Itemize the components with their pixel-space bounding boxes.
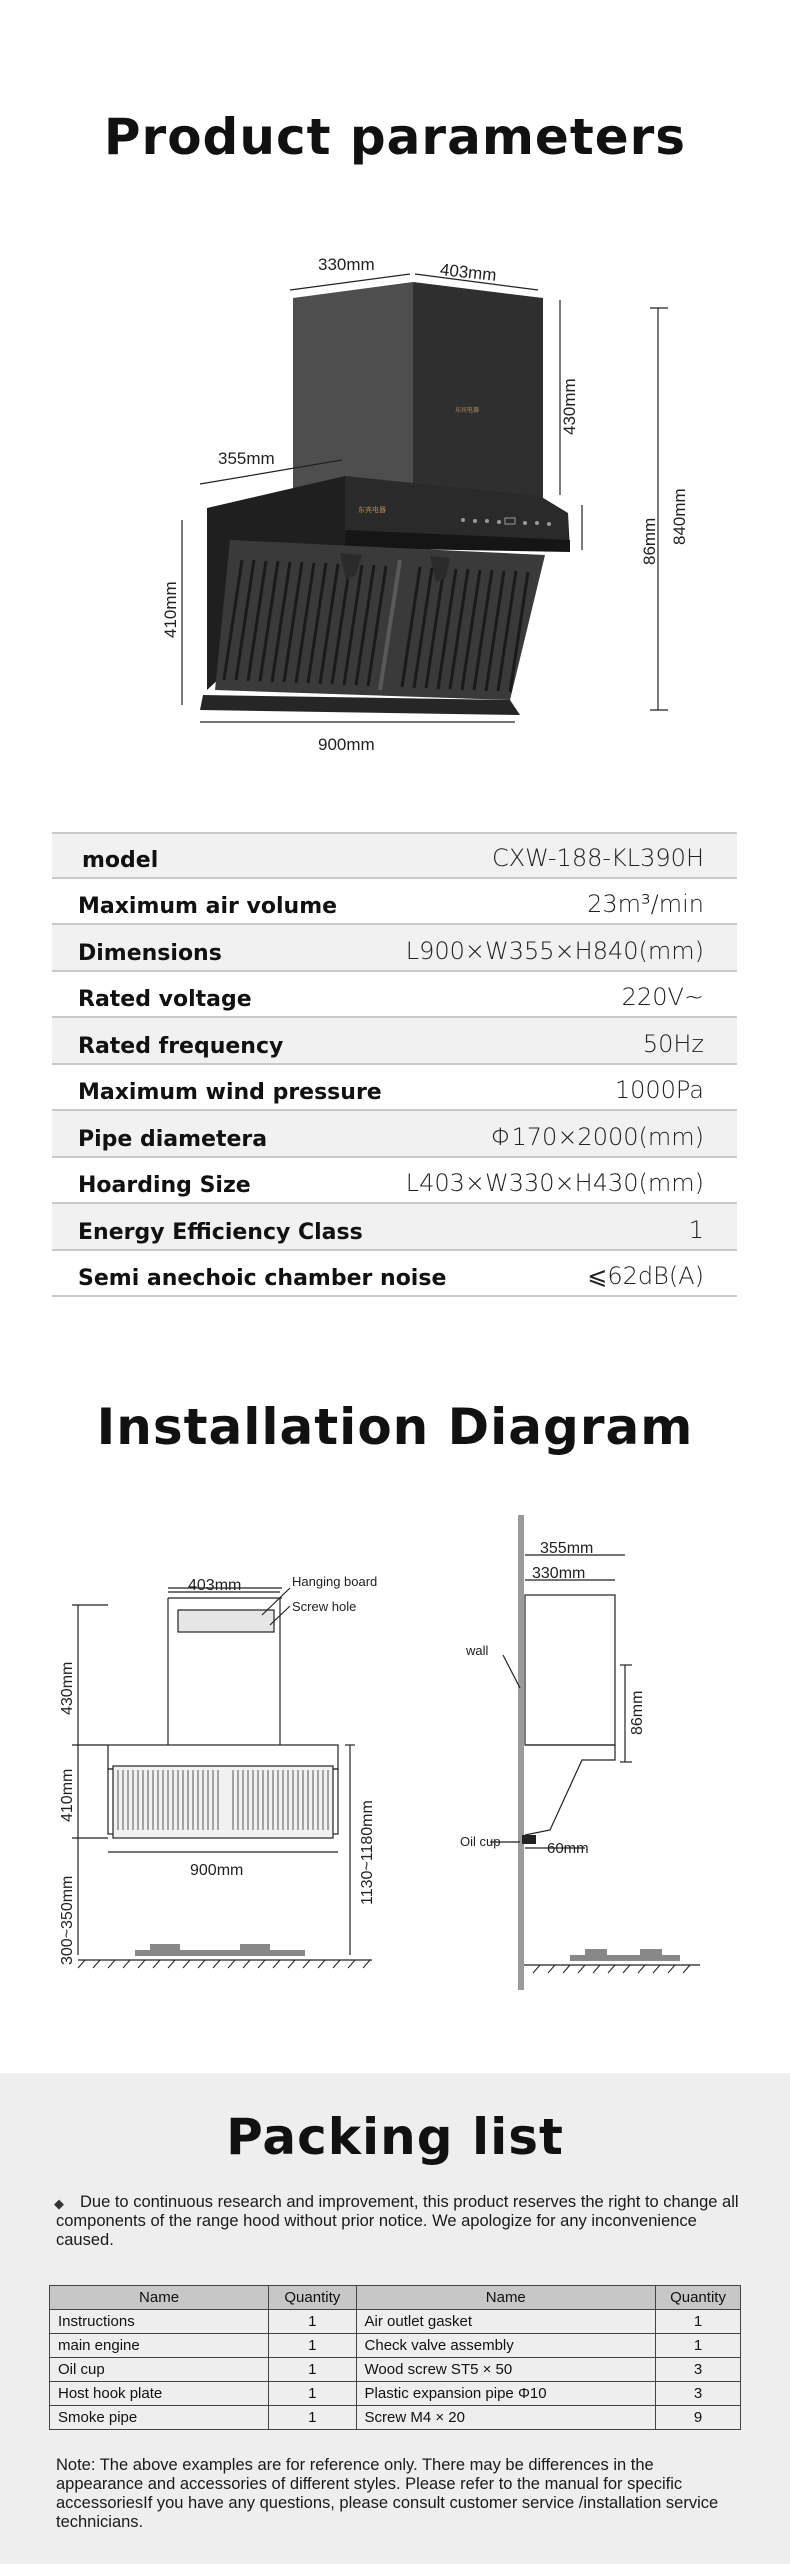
- packing-row: [50, 2406, 741, 2430]
- spec-value: L900×W355×H840(mm): [405, 936, 704, 965]
- packing-cell: Smoke pipe: [50, 2406, 269, 2430]
- spec-value: Φ170×2000(mm): [490, 1122, 704, 1151]
- packing-header: Quantity: [269, 2286, 356, 2310]
- packing-row: [50, 2382, 741, 2406]
- packing-cell: Check valve assembly: [356, 2334, 656, 2358]
- spec-row: [52, 1251, 737, 1298]
- packing-cell: 9: [656, 2406, 741, 2430]
- packing-cell: Air outlet gasket: [356, 2310, 656, 2334]
- stove-front: [135, 1944, 305, 1956]
- spec-row: [52, 1204, 737, 1251]
- dim-panel-depth: 355mm: [218, 449, 275, 468]
- packing-cell: Instructions: [50, 2310, 269, 2334]
- packing-cell: Screw M4 × 20: [356, 2406, 656, 2430]
- packing-header: Name: [356, 2286, 656, 2310]
- packing-title: Packing list: [226, 2108, 564, 2166]
- spec-key: Pipe diametera: [78, 1126, 268, 1152]
- packing-row: [50, 2358, 741, 2382]
- packing-header-row: [50, 2286, 741, 2310]
- packing-cell: Plastic expansion pipe Φ10: [356, 2382, 656, 2406]
- spec-row: [52, 972, 737, 1019]
- product-drawing: [0, 230, 790, 770]
- spec-key: Dimensions: [78, 940, 222, 966]
- packing-cell: Wood screw ST5 × 50: [356, 2358, 656, 2382]
- panel-brand-mark: 东宾电器: [358, 507, 386, 514]
- packing-note-bottom: Note: The above examples are for reference only. There may be differences in the appearance and accessories of different styles. Please refer to the manual for specific accessoriesIf you have any questions, please consult customer service /installation service technicians.: [56, 2456, 719, 2531]
- spec-table: [52, 832, 737, 1297]
- front-screw-hole: Screw hole: [292, 1599, 357, 1614]
- spec-value: 1: [688, 1215, 704, 1244]
- spec-key: Maximum air volume: [78, 894, 338, 919]
- spec-row: [52, 1065, 737, 1112]
- spec-key: Semi anechoic chamber noise: [78, 1266, 447, 1291]
- packing-header: Name: [50, 2286, 269, 2310]
- spec-value: L403×W330×H430(mm): [405, 1169, 704, 1197]
- chimney-right-face: [413, 282, 543, 505]
- packing-cell: 1: [656, 2334, 741, 2358]
- spec-value: 1000Pa: [614, 1076, 704, 1104]
- dim-chimney-height: 430mm: [560, 378, 579, 435]
- spec-key: Energy Efficiency Class: [78, 1219, 363, 1245]
- packing-header: Quantity: [656, 2286, 741, 2310]
- packing-cell: 1: [656, 2310, 741, 2334]
- packing-cell: main engine: [50, 2334, 269, 2358]
- spec-row: [52, 925, 737, 972]
- spec-row: [52, 832, 737, 879]
- dim-width: 900mm: [318, 735, 375, 754]
- spec-row: [52, 1111, 737, 1158]
- packing-cell: 1: [269, 2358, 356, 2382]
- spec-value: 220V~: [621, 983, 704, 1011]
- packing-note-top: Due to continuous research and improvement, this product reserves the right to change all components of the range hood without prior notice. We apologize for any inconvenience caused.: [56, 2193, 739, 2249]
- spec-key: model: [82, 847, 159, 873]
- oil-cup-shape: [522, 1835, 536, 1844]
- spec-value: ⩽62dB(A): [587, 1262, 704, 1290]
- spec-row: [52, 1158, 737, 1205]
- spec-key: Rated voltage: [78, 987, 252, 1012]
- installation-title: Installation Diagram: [96, 1398, 694, 1456]
- stove-side: [570, 1949, 680, 1961]
- spec-value: 23m³/min: [587, 890, 704, 918]
- side-depth-outer: 355mm: [540, 1540, 594, 1557]
- spec-value: CXW-188-KL390H: [491, 843, 704, 872]
- side-panel-height: 86mm: [629, 1690, 646, 1735]
- chimney-brand-mark: 东宾电器: [455, 408, 480, 414]
- product-parameters-title: Product parameters: [103, 108, 687, 166]
- wall-section: [518, 1515, 524, 1990]
- installation-drawing: [0, 1500, 790, 2010]
- packing-row: [50, 2334, 741, 2358]
- spec-key: Rated frequency: [78, 1033, 284, 1059]
- packing-cell: 3: [656, 2382, 741, 2406]
- spec-key: Hoarding Size: [78, 1173, 251, 1198]
- spec-row: [52, 1018, 737, 1065]
- front-range-height: 1130~1180mm: [359, 1800, 376, 1905]
- packing-cell: 3: [656, 2358, 741, 2382]
- packing-cell: 1: [269, 2406, 356, 2430]
- ground-hatch-side: [533, 1965, 690, 1973]
- side-oil-cup-label: Oil cup: [460, 1834, 501, 1849]
- packing-cell: 1: [269, 2382, 356, 2406]
- front-chimney-height: 430mm: [59, 1661, 76, 1715]
- dim-panel-height: 86mm: [640, 517, 659, 565]
- front-width: 900mm: [190, 1862, 244, 1879]
- side-oil-distance: 60mm: [547, 1840, 589, 1857]
- packing-row: [50, 2310, 741, 2334]
- front-gap: 300~350mm: [59, 1875, 76, 1965]
- packing-cell: 1: [269, 2334, 356, 2358]
- dim-body-height: 410mm: [161, 581, 180, 638]
- spec-row: [52, 879, 737, 926]
- packing-cell: 1: [269, 2310, 356, 2334]
- front-hanging-board: Hanging board: [292, 1574, 378, 1589]
- dim-total-height: 840mm: [670, 488, 689, 545]
- packing-cell: Host hook plate: [50, 2382, 269, 2406]
- packing-cell: Oil cup: [50, 2358, 269, 2382]
- dim-top-width: 330mm: [318, 255, 375, 274]
- dim-top-depth: 403mm: [439, 260, 498, 285]
- diamond-bullet-icon: ◆: [54, 2196, 64, 2211]
- spec-key: Maximum wind pressure: [78, 1080, 382, 1105]
- spec-value: 50Hz: [642, 1029, 704, 1058]
- front-body-height: 410mm: [59, 1768, 76, 1822]
- ground-hatch-front: [78, 1960, 370, 1968]
- side-depth-inner: 330mm: [532, 1565, 586, 1582]
- chimney-left-face: [293, 282, 413, 510]
- front-top-width: 403mm: [188, 1577, 242, 1594]
- packing-table: [49, 2285, 741, 2430]
- side-wall-label: wall: [466, 1643, 489, 1658]
